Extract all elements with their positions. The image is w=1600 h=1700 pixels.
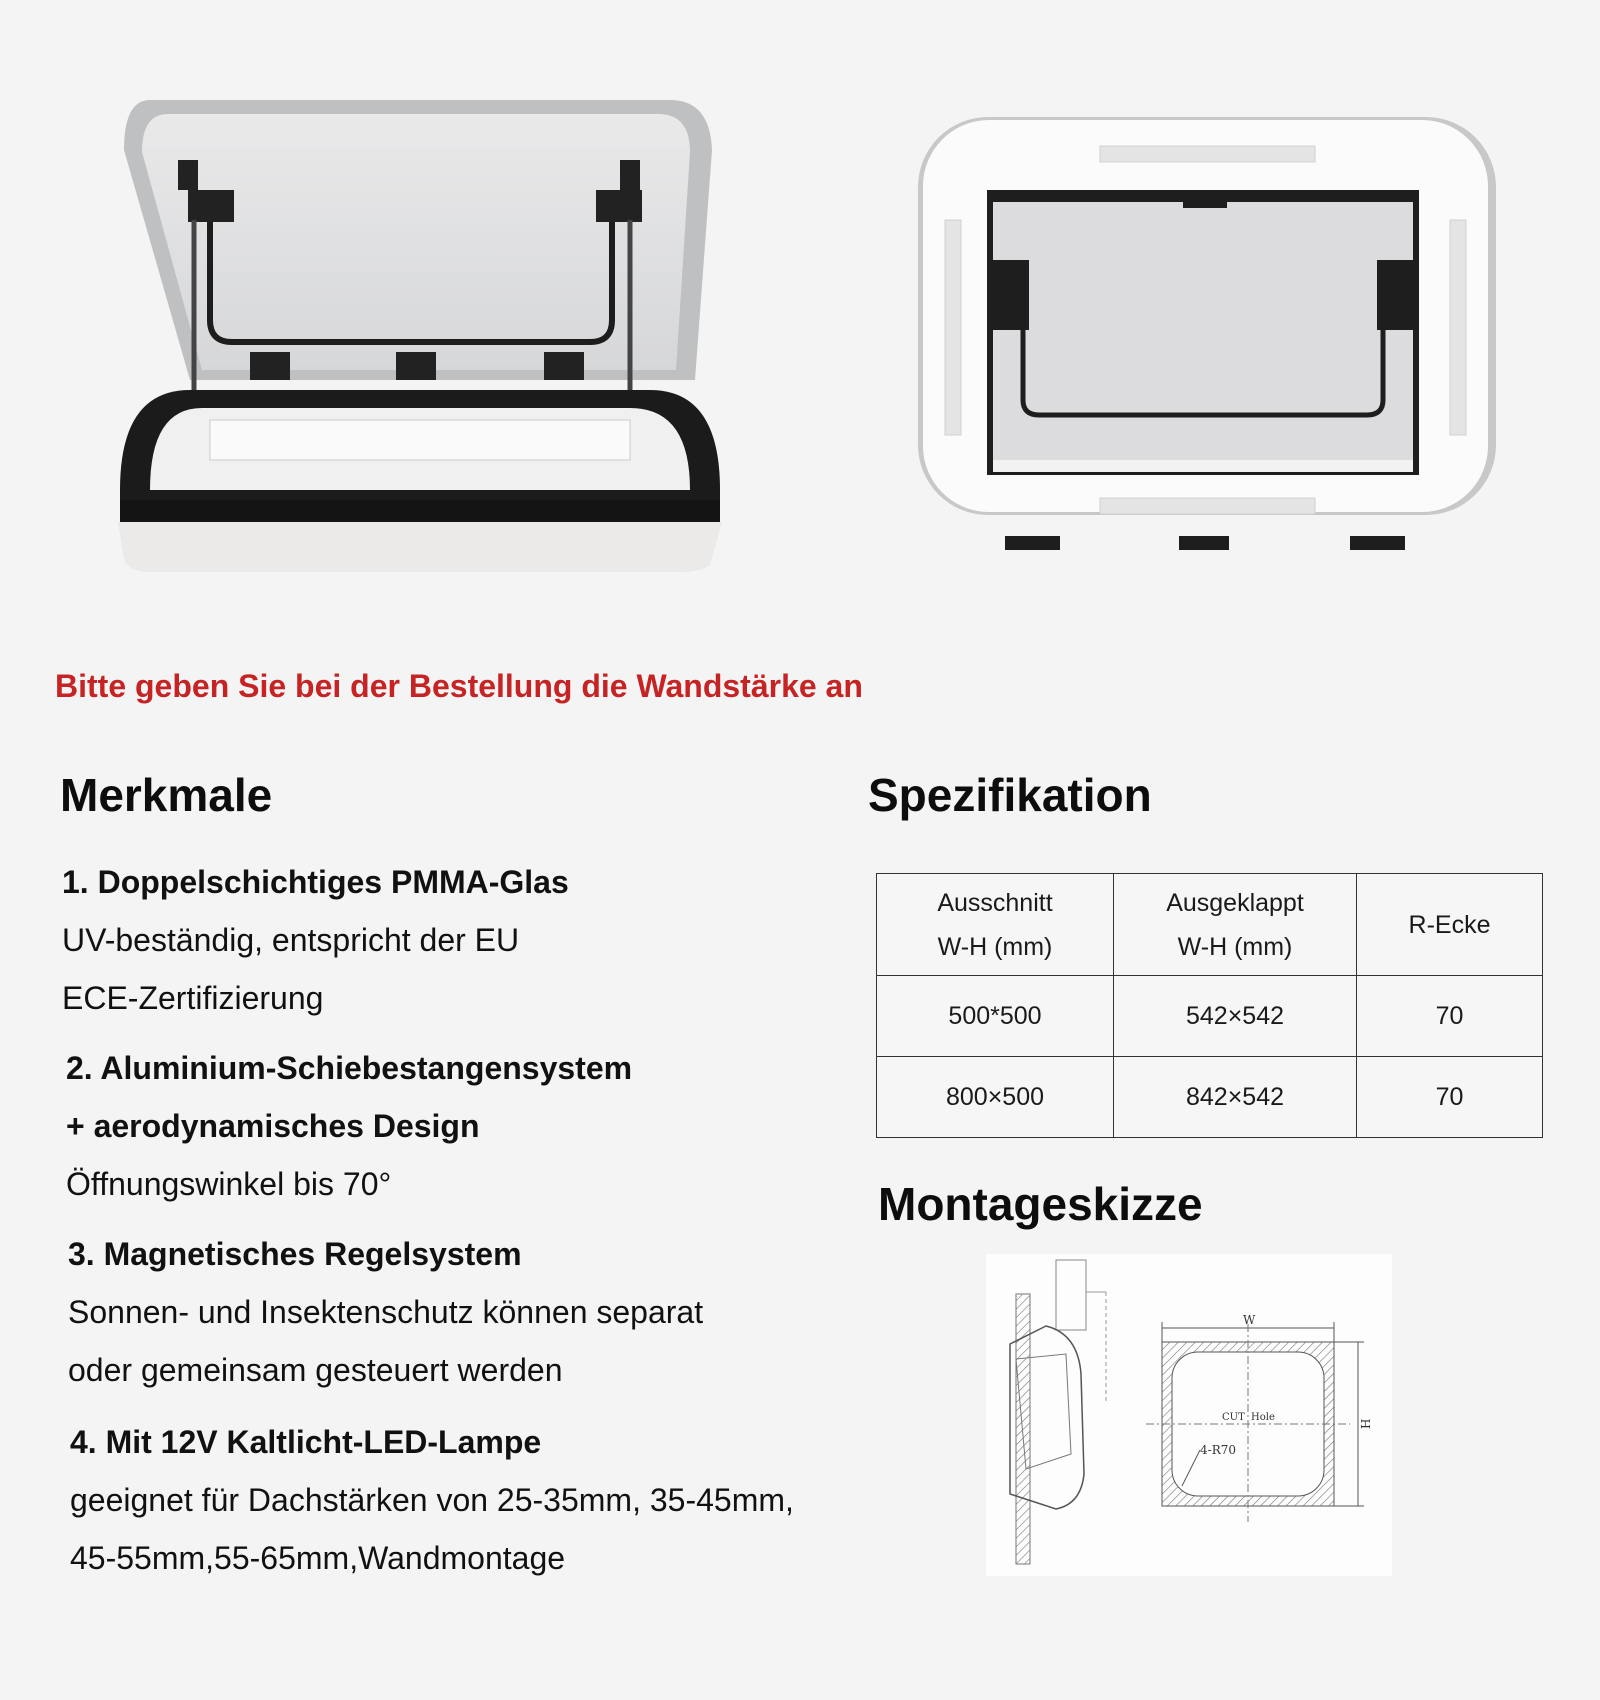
feature-item-4	[70, 1413, 794, 1587]
width-label: W	[1243, 1313, 1256, 1327]
table-header-row	[877, 874, 1543, 976]
cut-label: CUT	[1222, 1412, 1245, 1423]
table-cell: 842×542	[1114, 1057, 1357, 1138]
feature-line: Sonnen- und Insektenschutz können separat	[68, 1294, 704, 1330]
table-cell: 70	[1357, 1057, 1543, 1138]
spec-table	[876, 873, 1543, 1138]
table-cell: 500*500	[877, 976, 1114, 1057]
table-cell: 70	[1357, 976, 1543, 1057]
hatch-open-illustration	[110, 90, 725, 580]
feature-item-3	[68, 1225, 703, 1399]
header-line: W-H (mm)	[937, 932, 1053, 961]
feature-line: UV-beständig, entspricht der EU	[62, 922, 520, 958]
mounting-sketch-drawing	[986, 1254, 1392, 1576]
feature-line: oder gemeinsam gesteuert werden	[68, 1352, 563, 1388]
feature-item-1	[62, 853, 569, 1027]
features-heading: Merkmale	[60, 769, 273, 821]
radius-label: 4-R70	[1200, 1443, 1236, 1457]
table-cell: 800×500	[877, 1057, 1114, 1138]
header-line: Ausschnitt	[937, 888, 1053, 917]
spec-heading: Spezifikation	[868, 769, 1152, 821]
feature-line: Öffnungswinkel bis 70°	[66, 1166, 392, 1202]
header-line: R-Ecke	[1408, 910, 1491, 939]
table-row	[877, 976, 1543, 1057]
column-header-cutout	[877, 874, 1114, 976]
table-row	[877, 1057, 1543, 1138]
header-line: Ausgeklappt	[1166, 888, 1304, 917]
mount-heading: Montageskizze	[878, 1178, 1203, 1230]
hatch-top-illustration	[905, 110, 1505, 555]
feature-line: ECE-Zertifizierung	[62, 980, 324, 1016]
height-label: H	[1359, 1418, 1373, 1429]
feature-title: 2. Aluminium-Schiebestangensystem	[66, 1050, 633, 1086]
feature-title-continued: + aerodynamisches Design	[66, 1108, 480, 1144]
feature-title: 1. Doppelschichtiges PMMA-Glas	[62, 864, 569, 900]
hole-label: Hole	[1251, 1412, 1275, 1423]
order-notice: Bitte geben Sie bei der Bestellung die Wandstärke an	[55, 668, 863, 704]
feature-line: geeignet für Dachstärken von 25-35mm, 35-45mm,	[70, 1482, 794, 1518]
column-header-unfolded	[1114, 874, 1357, 976]
product-photo-open-hatch	[110, 90, 725, 580]
mounting-sketch	[986, 1254, 1392, 1576]
feature-item-2	[66, 1039, 632, 1213]
column-header-corner-radius	[1357, 874, 1543, 976]
header-line: W-H (mm)	[1177, 932, 1293, 961]
table-cell: 542×542	[1114, 976, 1357, 1057]
feature-title: 3. Magnetisches Regelsystem	[68, 1236, 522, 1272]
feature-title: 4. Mit 12V Kaltlicht-LED-Lampe	[70, 1424, 542, 1460]
feature-line: 45-55mm,55-65mm,Wandmontage	[70, 1540, 566, 1576]
product-photo-top-view	[905, 110, 1505, 555]
